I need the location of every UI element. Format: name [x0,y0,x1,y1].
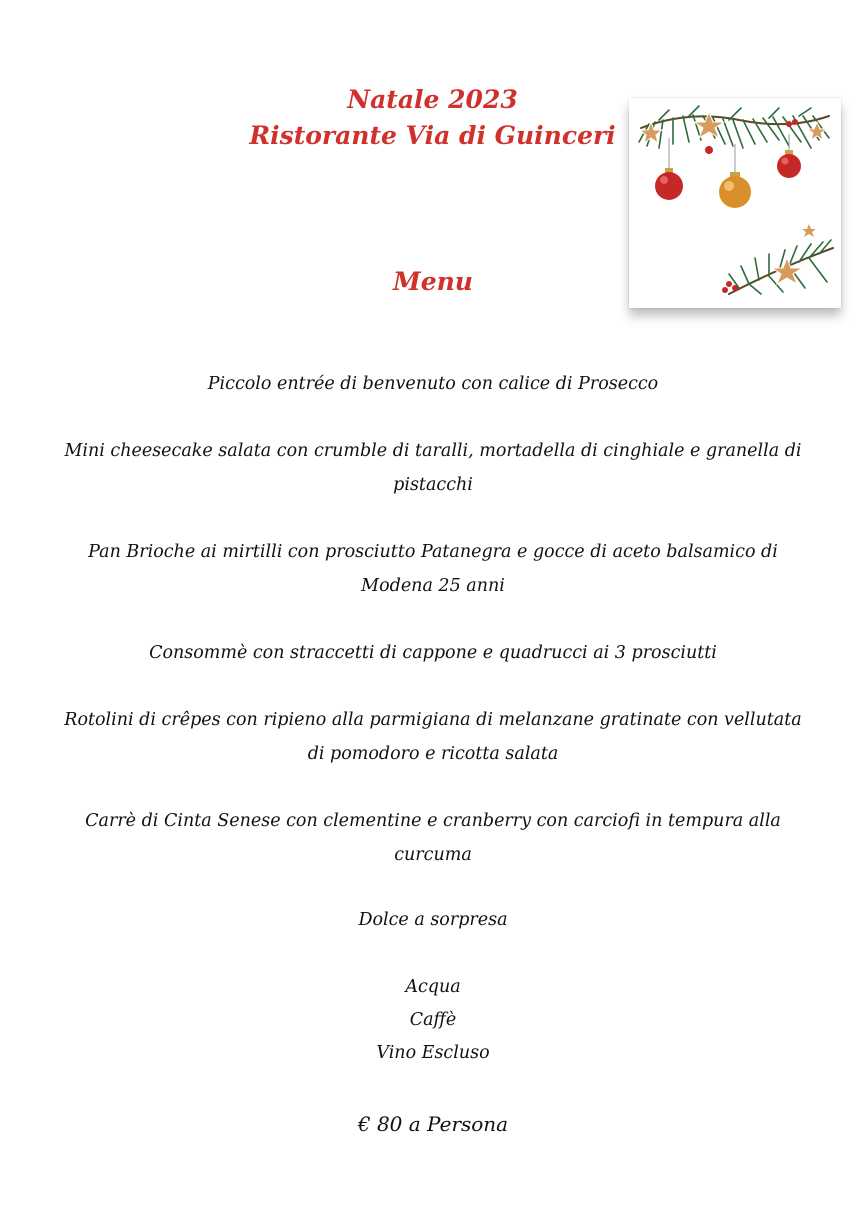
title-natale-2023: Natale 2023 [347,85,518,114]
extra-caffe: Caffè [409,1010,457,1030]
menu-item-rotolini: Rotolini di crêpes con ripieno alla parmigiana di melanzane gratinate con vellutata di pomodoro e ricotta salata [64,710,802,764]
menu-item-cheesecake: Mini cheesecake salata con crumble di taralli, mortadella di cinghiale e granella di pistacchi [64,441,802,495]
extra-vino: Vino Escluso [376,1043,490,1063]
menu-heading: Menu [393,267,473,296]
extra-acqua: Acqua [405,977,461,997]
christmas-decoration-image [629,98,841,308]
price: € 80 a Persona [357,1112,509,1136]
menu-item-entree: Piccolo entrée di benvenuto con calice di Prosecco [207,374,659,394]
menu-item-pan-brioche: Pan Brioche ai mirtilli con prosciutto Patanegra e gocce di aceto balsamico di Modena 25 anni [88,542,778,596]
menu-item-dolce: Dolce a sorpresa [358,910,508,930]
christmas-ornaments-icon [629,98,841,308]
menu-item-carre: Carrè di Cinta Senese con clementine e cranberry con carciofi in tempura alla curcuma [85,811,781,865]
menu-item-consomme: Consommè con straccetti di cappone e quadrucci ai 3 prosciutti [149,643,717,663]
title-restaurant-name: Ristorante Via di Guinceri [249,121,616,150]
